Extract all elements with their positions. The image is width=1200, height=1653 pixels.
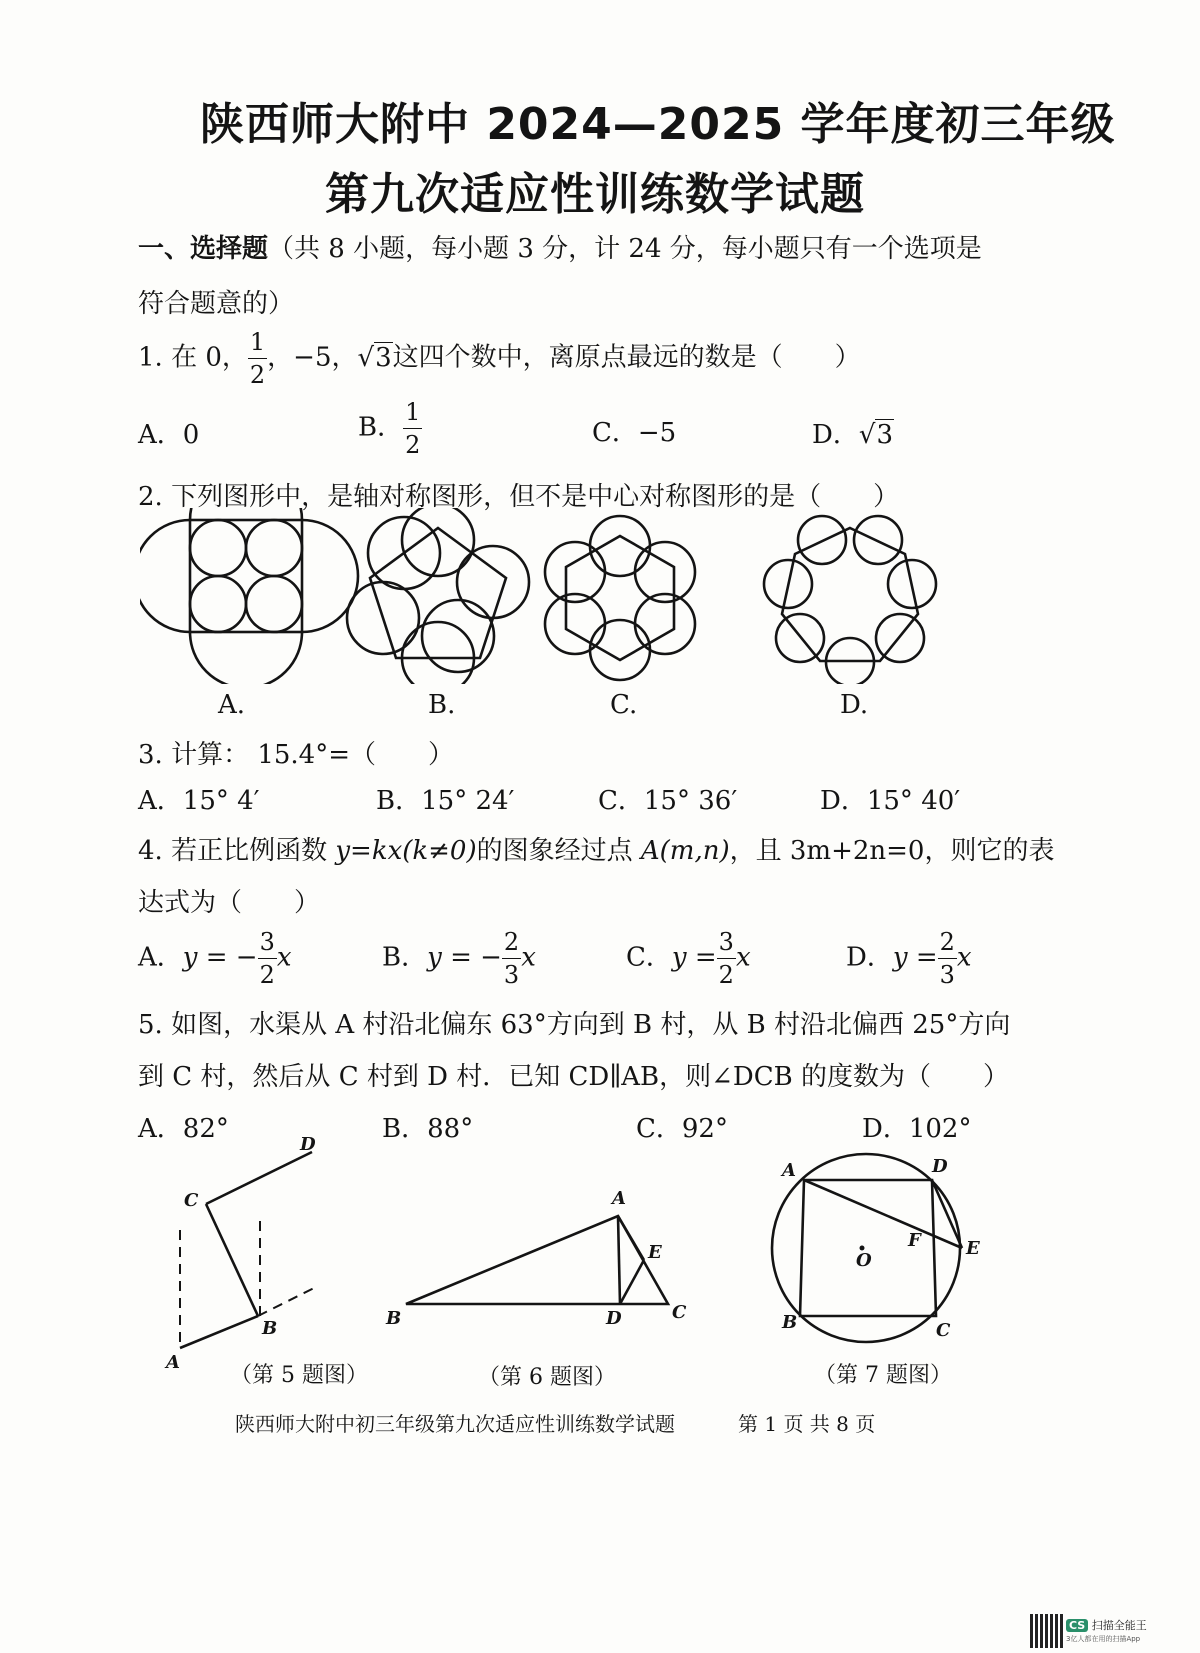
section-desc-1: （共 8 小题，每小题 3 分，计 24 分，每小题只有一个选项是 [268, 234, 982, 264]
q3-option-a: A．15° 4′ [138, 786, 260, 816]
q4-option-c-frac [717, 930, 736, 987]
q5-option-b: B．88° [382, 1114, 474, 1144]
q4-option-b-var: x [521, 942, 536, 973]
q4-option-c-var: x [735, 942, 751, 973]
fig7-label-D: D [932, 1156, 948, 1177]
exam-title-line1: 陕西师大附中 2024—2025 学年度初三年级 [200, 99, 1116, 150]
q1-option-d-sym: √ [858, 420, 876, 450]
q4-text-a: 4. 若正比例函数 [138, 836, 336, 866]
q4-option-a-den: 2 [259, 961, 275, 989]
q1-suffix: 这四个数中，离原点最远的数是（ ） [392, 342, 861, 373]
q2-figure-d [764, 516, 936, 684]
fig6-label-C: C [672, 1302, 687, 1323]
q1-prefix: 1. 在 0， [138, 342, 248, 373]
q2-label-a: A. [218, 690, 246, 720]
q4-text-c: ，且 3m+2n=0，则它的表 [729, 836, 1055, 866]
q4-option-b-den: 3 [503, 961, 520, 989]
fig5-label-A: A [166, 1352, 180, 1373]
q1-option-b [358, 400, 422, 457]
q1-frac-den: 2 [249, 361, 266, 389]
question-5-line2: 到 C 村，然后从 C 村到 D 村．已知 CD∥AB，则∠DCB 的度数为（ ） [138, 1062, 1010, 1092]
question-1 [138, 330, 861, 387]
q1-option-d-label: D． [812, 420, 859, 450]
q4-option-b-label: B． [382, 942, 428, 973]
q4-option-d-var: x [956, 942, 972, 973]
q1-option-b-num: 1 [403, 400, 422, 429]
q3-option-d: D．15° 40′ [820, 786, 961, 816]
q4-option-a [138, 930, 292, 987]
q1-mid: ，−5， [267, 342, 358, 373]
q4-option-a-label: A． [138, 942, 183, 973]
q1-sqrt [358, 343, 393, 373]
q4-option-c-label: C． [626, 942, 672, 973]
q2-figures [140, 508, 960, 684]
q1-option-a: A．0 [138, 420, 200, 450]
exam-title-line2: 第九次适应性训练数学试题 [325, 169, 865, 220]
q4-option-d [846, 930, 972, 987]
question-4-line1 [138, 830, 1054, 867]
fig7-label-E: E [966, 1238, 980, 1259]
q4-option-b [382, 930, 536, 987]
figure-6 [385, 1188, 687, 1329]
fig7-label-O: O [856, 1250, 872, 1271]
q1-option-d-arg: 3 [876, 420, 893, 450]
q2-figure-b [347, 508, 529, 684]
fig7-label-C: C [936, 1320, 951, 1341]
q2-label-d: D. [840, 690, 869, 720]
q2-label-c: C. [610, 690, 638, 720]
q5-option-d: D．102° [862, 1114, 972, 1144]
q2-figure-c [545, 516, 695, 680]
fig6-label-D: D [606, 1308, 622, 1329]
figure-5 [164, 1134, 318, 1373]
q4-option-b-num: 2 [502, 930, 521, 959]
watermark-brand [1066, 1617, 1147, 1633]
fig6-label-A: A [612, 1188, 626, 1209]
footer-page: 第 1 页 共 8 页 [738, 1412, 876, 1436]
section-heading [138, 228, 982, 265]
fig5-label-B: B [262, 1318, 278, 1339]
fig5-caption: （第 5 题图） [230, 1363, 368, 1388]
fig5-label-D: D [300, 1134, 316, 1155]
q4-option-a-var: x [276, 942, 292, 973]
q4-option-a-lhs: y = − [182, 942, 258, 973]
q4-option-d-lhs: y = [892, 942, 938, 973]
q4-option-c [626, 930, 751, 987]
q4-option-a-frac [258, 930, 277, 987]
q1-option-b-frac [403, 400, 422, 457]
q4-option-d-den: 3 [939, 961, 955, 989]
section-title: 一、选择题 [138, 234, 269, 264]
question-3: 3. 计算： 15.4°=（ ） [138, 740, 455, 770]
qr-code-icon [1030, 1614, 1064, 1648]
q5-option-a: A．82° [138, 1114, 229, 1144]
q1-sqrt-sym: √ [357, 342, 375, 373]
q1-option-b-label: B． [358, 412, 404, 443]
q4-option-d-label: D． [846, 942, 893, 973]
scanner-app-badge-icon: CS [1066, 1619, 1088, 1632]
question-2: 2. 下列图形中，是轴对称图形，但不是中心对称图形的是（ ） [138, 482, 900, 512]
q1-option-d [812, 414, 894, 451]
q4-option-b-lhs: y = − [427, 942, 502, 973]
q4-option-b-frac [502, 930, 521, 987]
q3-option-c: C．15° 36′ [598, 786, 738, 816]
q1-fraction [248, 330, 267, 387]
fig6-caption: （第 6 题图） [478, 1365, 616, 1390]
q4-option-c-lhs: y = [671, 942, 717, 973]
q4-function: y=kx(k≠0) [335, 836, 477, 866]
fig6-label-E: E [648, 1242, 662, 1263]
watermark-sub: 3亿人都在用的扫描App [1066, 1635, 1141, 1643]
fig7-caption: （第 7 题图） [814, 1363, 952, 1388]
fig6-label-B: B [386, 1308, 402, 1329]
fig5-label-C: C [184, 1190, 199, 1211]
watermark-app-name: 扫描全能王 [1091, 1619, 1147, 1632]
fig7-label-F: F [908, 1230, 921, 1251]
q2-label-b: B. [428, 690, 456, 720]
q2-figure-a [140, 508, 358, 684]
q1-option-d-sqrt [859, 420, 894, 450]
footer-title: 陕西师大附中初三年级第九次适应性训练数学试题 [235, 1412, 675, 1436]
q4-text-b: 的图象经过点 [476, 836, 641, 866]
figures-row [150, 1130, 1000, 1375]
q4-option-a-num: 3 [258, 930, 277, 959]
fig7-label-A: A [782, 1160, 796, 1181]
q3-option-b: B．15° 24′ [376, 786, 515, 816]
q4-option-d-frac [938, 930, 957, 987]
fig7-label-B: B [782, 1312, 798, 1333]
q1-option-b-den: 2 [405, 431, 421, 459]
q1-sqrt-arg: 3 [375, 342, 392, 373]
q4-option-d-num: 2 [938, 930, 957, 959]
q5-option-c: C．92° [636, 1114, 728, 1144]
q4-option-c-num: 3 [717, 930, 736, 959]
question-5-line1: 5. 如图，水渠从 A 村沿北偏东 63°方向到 B 村，从 B 村沿北偏西 25°方向 [138, 1010, 1011, 1040]
section-desc-2: 符合题意的） [138, 289, 295, 319]
q1-frac-num: 1 [248, 330, 267, 359]
q4-point: A(m,n) [640, 836, 730, 866]
q4-option-c-den: 2 [718, 961, 734, 989]
q1-option-c: C．−5 [592, 418, 677, 448]
figure-7 [772, 1154, 980, 1342]
question-4-line2: 达式为（ ） [138, 888, 321, 918]
